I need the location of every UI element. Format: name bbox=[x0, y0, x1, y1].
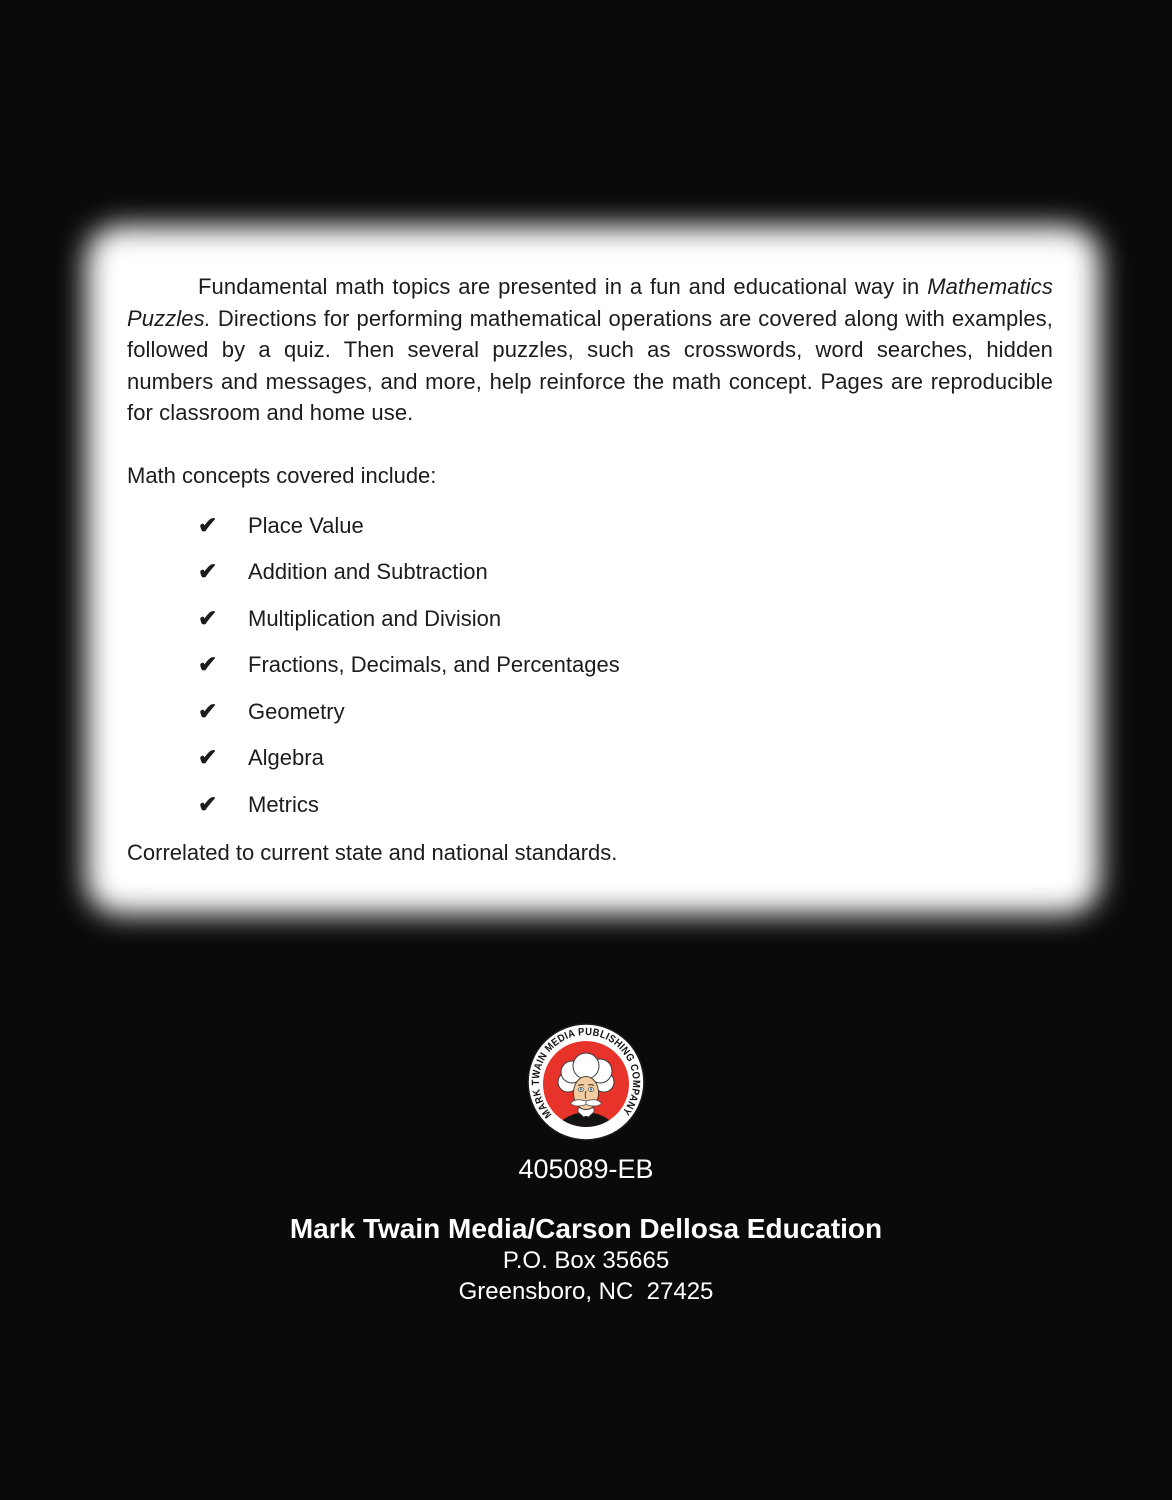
publisher-po-box: P.O. Box 35665 bbox=[502, 1247, 670, 1274]
check-icon: ✔ bbox=[198, 744, 218, 770]
intro-text: Fundamental math topics are presented in a fun and educational way in bbox=[198, 274, 928, 299]
list-item bbox=[127, 789, 1053, 820]
check-icon: ✔ bbox=[198, 604, 218, 631]
standards-note: Correlated to current state and national standards. bbox=[127, 839, 618, 865]
concept-label: Multiplication and Division bbox=[248, 605, 502, 631]
check-icon: ✔ bbox=[198, 651, 218, 677]
concepts-list bbox=[127, 510, 1053, 820]
concept-label: Algebra bbox=[248, 745, 324, 770]
check-icon: ✔ bbox=[198, 558, 218, 584]
panel-content bbox=[127, 271, 1053, 868]
list-item bbox=[127, 649, 1053, 680]
check-icon: ✔ bbox=[198, 790, 218, 817]
list-item bbox=[127, 510, 1053, 541]
publisher-city: Greensboro, NC 27425 bbox=[458, 1277, 714, 1305]
publisher-block bbox=[0, 1212, 1172, 1307]
publisher-name: Mark Twain Media/Carson Dellosa Education bbox=[289, 1213, 883, 1244]
list-item bbox=[127, 696, 1053, 727]
check-icon: ✔ bbox=[198, 511, 218, 538]
product-code: 405089-EB bbox=[518, 1154, 654, 1184]
logo-ring-text: MARK TWAIN MEDIA PUBLISHING COMPANY bbox=[529, 1025, 643, 1121]
intro-text-continued: Directions for performing mathematical operations are covered along with examples, followed by a quiz. Then several puzzles, such as crosswords, word searches, hidden numbers and messages, and more, help reinforce the math concept. Pages are reproducible for classroom and home use. bbox=[127, 305, 1053, 425]
check-icon: ✔ bbox=[198, 697, 218, 724]
mark-twain-logo-icon bbox=[526, 1022, 646, 1142]
concept-label: Metrics bbox=[248, 791, 319, 817]
book-title-italic: Mathematics Puzzles. bbox=[127, 274, 1053, 331]
list-item bbox=[127, 603, 1053, 634]
concept-label: Geometry bbox=[248, 698, 345, 724]
list-item bbox=[127, 742, 1053, 773]
concept-label: Place Value bbox=[248, 512, 364, 538]
list-item bbox=[127, 556, 1053, 587]
concepts-heading: Math concepts covered include: bbox=[127, 462, 437, 488]
publisher-logo bbox=[0, 1022, 1172, 1142]
concept-label: Addition and Subtraction bbox=[248, 559, 488, 584]
intro-paragraph bbox=[127, 271, 1053, 429]
concept-label: Fractions, Decimals, and Percentages bbox=[248, 652, 620, 677]
